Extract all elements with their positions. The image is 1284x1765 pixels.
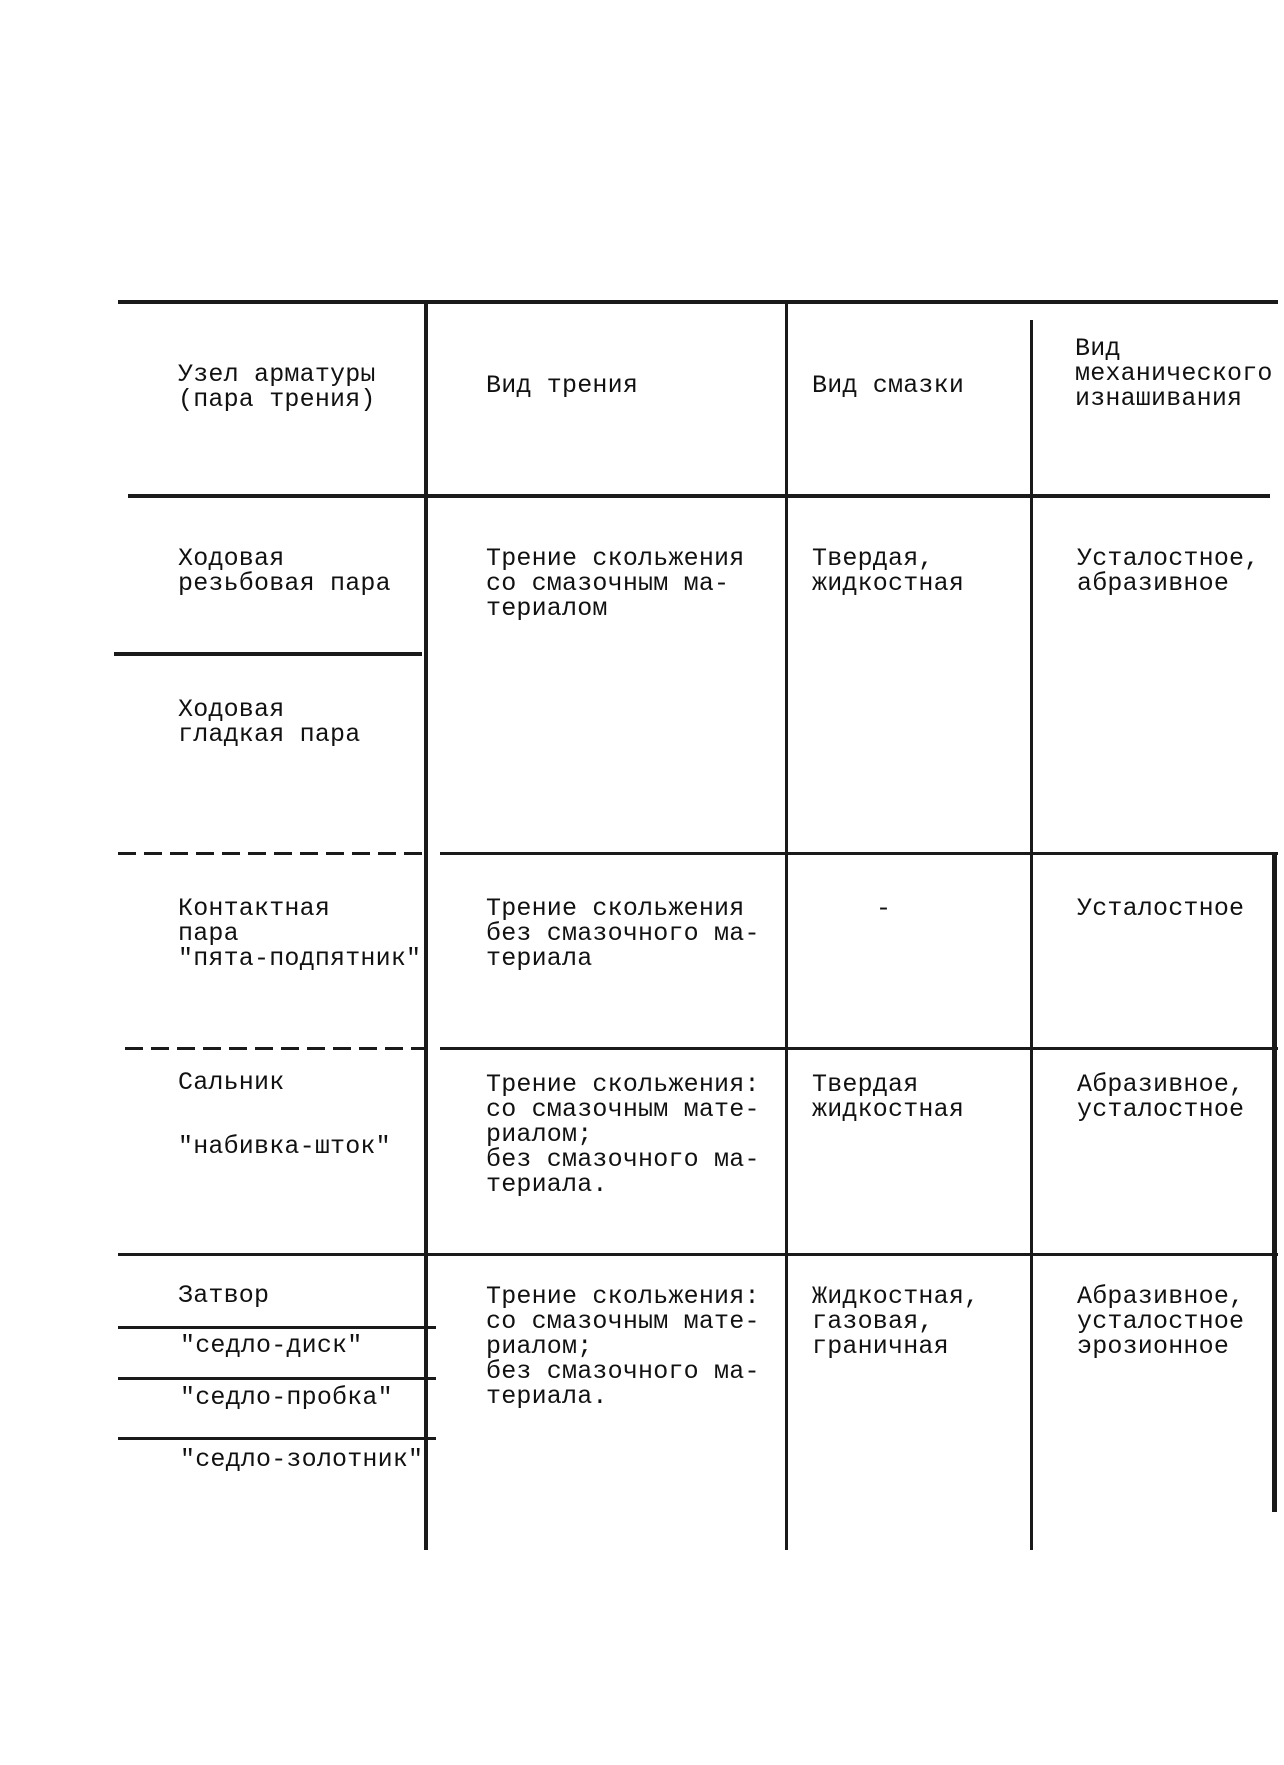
row1-node-threaded: Ходовая резьбовая пара: [178, 544, 391, 598]
row3-bottom-rule: [118, 1253, 1278, 1256]
row2-bottom-rule: [440, 1047, 1278, 1050]
row1-friction: Трение скольжения со смазочным ма- териалом: [486, 544, 745, 623]
row1-split-rule: [114, 652, 422, 656]
zatvor-split-rule-2: [118, 1377, 436, 1380]
row2-node: Контактная пара "пята-подпятник": [178, 894, 422, 973]
row2-wear: Усталостное: [1077, 894, 1245, 923]
header-wear: Вид механического изнашивания: [1075, 334, 1273, 413]
row2-bottom-rule-left: [125, 1047, 425, 1050]
row4-node-title: Затвор: [178, 1281, 270, 1310]
zatvor-split-rule-1: [118, 1326, 436, 1329]
row2-lubrication: -: [876, 894, 892, 923]
row1-node-smooth: Ходовая гладкая пара: [178, 695, 361, 749]
header-friction: Вид трения: [486, 371, 639, 400]
row1-lubrication: Твердая, жидкостная: [812, 544, 965, 598]
col2-right-rule: [785, 300, 788, 1550]
row4-node-sub-spool: "седло-золотник": [180, 1445, 424, 1474]
row3-friction: Трение скольжения: со смазочным мате- риалом; без смазочного ма- териала.: [486, 1070, 760, 1199]
row4-lubrication: Жидкостная, газовая, граничная: [812, 1282, 980, 1361]
row4-wear: Абразивное, усталостное эрозионное: [1077, 1282, 1245, 1361]
row1-wear: Усталостное, абразивное: [1077, 544, 1260, 598]
table-top-rule: [118, 300, 1278, 304]
col3-right-rule: [1030, 320, 1033, 1550]
row3-node-sub: "набивка-шток": [178, 1132, 391, 1161]
zatvor-split-rule-3: [118, 1437, 436, 1440]
header-lubrication: Вид смазки: [812, 371, 965, 400]
row2-friction: Трение скольжения без смазочного ма- териала: [486, 894, 760, 973]
row4-node-sub-disk: "седло-диск": [180, 1331, 363, 1360]
row3-node-title: Сальник: [178, 1068, 285, 1097]
row3-wear: Абразивное, усталостное: [1077, 1070, 1245, 1124]
row4-node-sub-plug: "седло-пробка": [180, 1383, 393, 1412]
table-right-rule: [1272, 852, 1277, 1512]
row1-bottom-rule-left: [118, 852, 426, 855]
row1-bottom-rule: [440, 852, 1278, 855]
header-node: Узел арматуры (пара трения): [178, 360, 376, 414]
header-bottom-rule: [128, 494, 1270, 498]
row3-lubrication: Твердая жидкостная: [812, 1070, 965, 1124]
row4-friction: Трение скольжения: со смазочным мате- риалом; без смазочного ма- териала.: [486, 1282, 760, 1411]
col1-right-rule: [424, 300, 428, 1550]
